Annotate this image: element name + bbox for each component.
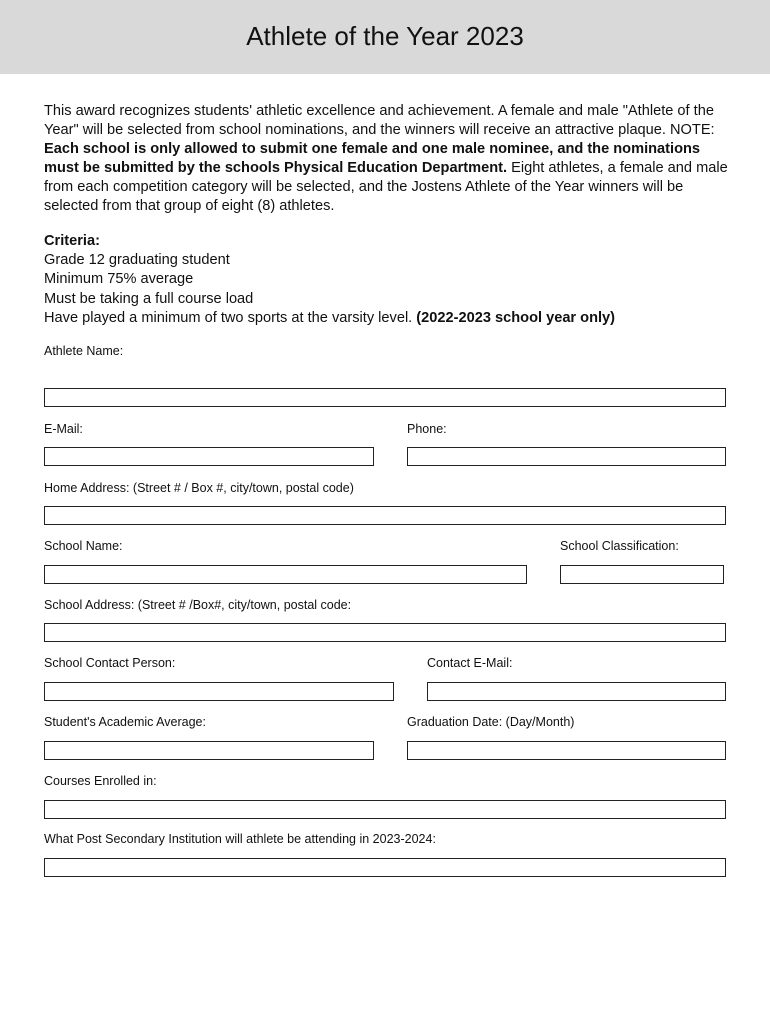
athlete-name-field[interactable]: [44, 388, 726, 407]
intro-paragraph: [44, 102, 734, 216]
school-address-field[interactable]: [44, 623, 726, 642]
criteria-item: Minimum 75% average: [44, 271, 194, 288]
graduation-date-field[interactable]: [407, 741, 726, 760]
school-name-field[interactable]: [44, 565, 527, 584]
courses-field[interactable]: [44, 800, 726, 819]
graduation-date-label: Graduation Date: (Day/Month): [407, 715, 575, 729]
intro-note-bold: Each school is only allowed to submit one female and one male nominee, and the nominations must be submitted by the schools Physical Education Department.: [44, 141, 701, 176]
criteria-heading: Criteria:: [44, 233, 100, 249]
home-address-label: Home Address: (Street # / Box #, city/town, postal code): [44, 481, 354, 495]
intro-text-1: This award recognizes students' athletic excellence and achievement. A female and male "Athlete of the Year" will be selected from school nominations, and the winners will receive an attractive plaque. NOTE:: [44, 103, 715, 138]
courses-label: Courses Enrolled in:: [44, 774, 157, 788]
criteria-last-bold: (2022-2023 school year only): [416, 309, 616, 326]
athlete-name-label: Athlete Name:: [44, 344, 124, 358]
school-classification-label: School Classification:: [560, 539, 679, 553]
criteria-item: Must be taking a full course load: [44, 290, 254, 307]
phone-label: Phone:: [407, 422, 447, 436]
criteria-item: Grade 12 graduating student: [44, 252, 230, 269]
email-label: E-Mail:: [44, 422, 83, 436]
page-title: Athlete of the Year 2023: [246, 21, 524, 51]
post-secondary-field[interactable]: [44, 858, 726, 877]
post-secondary-label: What Post Secondary Institution will athlete be attending in 2023-2024:: [44, 832, 436, 846]
email-field[interactable]: [44, 447, 374, 466]
criteria-item-last: [44, 309, 734, 328]
school-contact-label: School Contact Person:: [44, 656, 176, 670]
school-address-label: School Address: (Street # /Box#, city/town, postal code:: [44, 598, 352, 612]
school-classification-field[interactable]: [560, 565, 724, 584]
intro-text-2: Eight athletes, a female and male from each competition category will be selected, and the Jostens Athlete of the Year winners will be selected from that group of eight (8) athletes.: [44, 160, 728, 214]
school-name-label: School Name:: [44, 539, 123, 553]
phone-field[interactable]: [407, 447, 726, 466]
academic-average-field[interactable]: [44, 741, 374, 760]
school-contact-field[interactable]: [44, 682, 394, 701]
criteria-section: [44, 232, 734, 328]
criteria-last-text: Have played a minimum of two sports at the varsity level.: [44, 309, 417, 326]
home-address-field[interactable]: [44, 506, 726, 525]
academic-average-label: Student's Academic Average:: [44, 715, 206, 729]
contact-email-field[interactable]: [427, 682, 726, 701]
contact-email-label: Contact E-Mail:: [427, 656, 513, 670]
